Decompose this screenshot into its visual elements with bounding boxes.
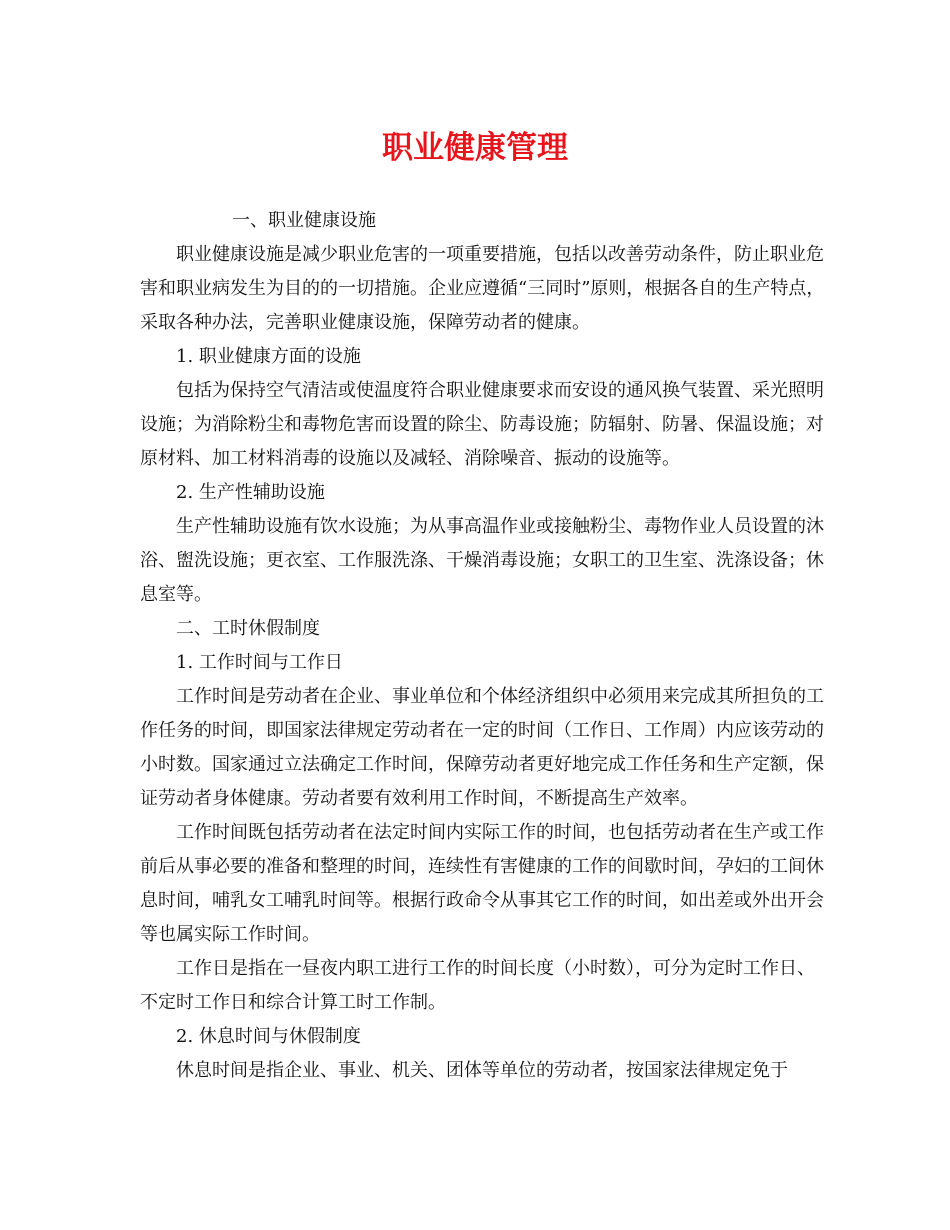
section-heading-working-hours: 二、工时休假制度: [176, 618, 320, 639]
document-body: [140, 204, 830, 1088]
subsection-heading: 1. 职业健康方面的设施: [176, 346, 361, 367]
paragraph: 工作时间既包括劳动者在法定时间内实际工作的时间，也包括劳动者在生产或工作前后从事必要的准备和整理的时间，连续性有害健康的工作的间歇时间，孕妇的工间休息时间，哺乳女工哺乳时间等。根据行政命令从事其它工作的时间，如出差或外出开会等也属实际工作时间。: [140, 822, 824, 945]
subsection-heading: 1. 工作时间与工作日: [176, 652, 343, 673]
section-heading-facilities: 一、职业健康设施: [232, 210, 376, 231]
paragraph: 休息时间是指企业、事业、机关、团体等单位的劳动者，按国家法律规定免于: [176, 1060, 788, 1081]
paragraph: 职业健康设施是减少职业危害的一项重要措施，包括以改善劳动条件，防止职业危害和职业病发生为目的的一切措施。企业应遵循“三同时”原则，根据各自的生产特点，采取各种办法，完善职业健康设施，保障劳动者的健康。: [140, 244, 825, 333]
page-title: 职业健康管理: [382, 130, 568, 166]
paragraph: 包括为保持空气清洁或使温度符合职业健康要求而安设的通风换气装置、采光照明设施；为消除粉尘和毒物危害而设置的除尘、防毒设施；防辐射、防暑、保温设施；对原材料、加工材料消毒的设施以及减轻、消除噪音、振动的设施等。: [140, 380, 824, 469]
paragraph: 生产性辅助设施有饮水设施；为从事高温作业或接触粉尘、毒物作业人员设置的沐浴、盥洗设施；更衣室、工作服洗涤、干燥消毒设施；女职工的卫生室、洗涤设备；休息室等。: [140, 516, 824, 605]
subsection-heading: 2. 休息时间与休假制度: [176, 1026, 361, 1047]
paragraph: 工作时间是劳动者在企业、事业单位和个体经济组织中必须用来完成其所担负的工作任务的时间，即国家法律规定劳动者在一定的时间（工作日、工作周）内应该劳动的小时数。国家通过立法确定工作时间，保障劳动者更好地完成工作任务和生产定额，保证劳动者身体健康。劳动者要有效利用工作时间，不断提高生产效率。: [140, 686, 824, 809]
subsection-heading: 2. 生产性辅助设施: [176, 482, 325, 503]
paragraph: 工作日是指在一昼夜内职工进行工作的时间长度（小时数），可分为定时工作日、不定时工作日和综合计算工时工作制。: [140, 958, 815, 1013]
